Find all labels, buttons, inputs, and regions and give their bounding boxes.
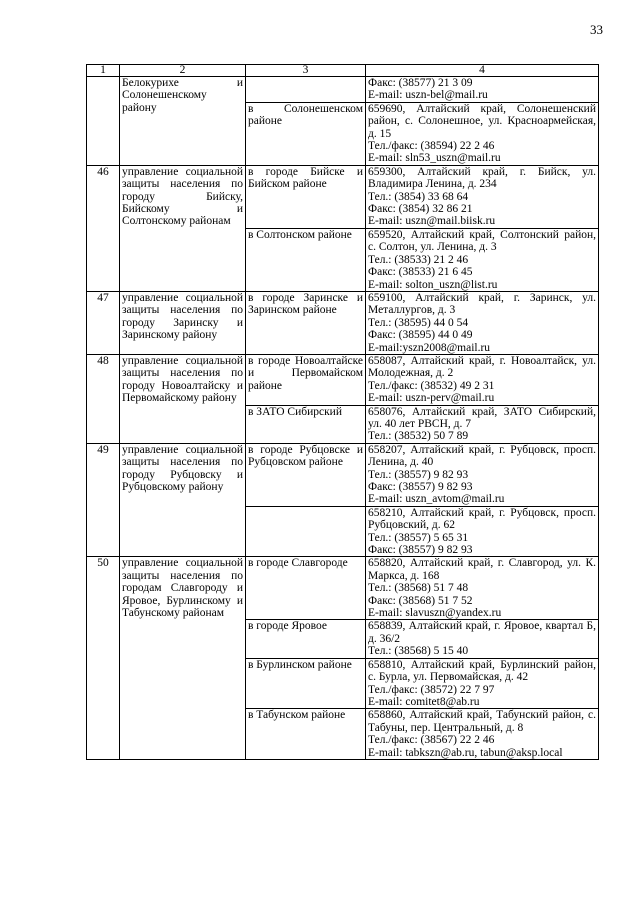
address-line: 658810, Алтайский край, Бурлинский район, с. Бурла, ул. Первомайская, д. 42 [368,658,596,684]
row-number: 48 [87,354,120,443]
table-row [87,354,599,405]
table-header [87,65,599,77]
contact-details [366,291,599,354]
address-line: 659690, Алтайский край, Солонешенский район, с. Солонешное, ул. Красноармейская, д. 15 [368,102,596,140]
email-line: E-mail: sln53_uszn@mail.ru [368,152,501,165]
address-line: 658210, Алтайский край, г. Рубцовск, просп. Рубцовский, д. 62 [368,506,596,532]
email-line: E-mail: uszn-bel@mail.ru [368,89,488,102]
contact-details [366,557,599,620]
contact-line: Тел./факс: (38567) 22 2 46 [368,734,495,747]
address-line: 658087, Алтайский край, г. Новоалтайск, ул. Молодежная, д. 2 [368,354,596,380]
table-row [87,165,599,228]
page-number: 33 [590,22,603,37]
table-row [87,443,599,506]
contact-line: Тел./факс: (38532) 49 2 31 [368,379,495,392]
service-area: в городе Рубцовске и Рубцовском районе [246,443,366,506]
row-number: 46 [87,165,120,291]
header-col-2: 2 [120,65,246,77]
contact-details [366,405,599,443]
address-line: 658820, Алтайский край, г. Славгород, ул. К. Маркса, д. 168 [368,557,596,582]
organization-name: управление социальной защиты населения по городу Заринску и Заринскому району [120,291,246,354]
service-area: в городе Новоалтайске и Первомайском районе [246,354,366,405]
contact-details [366,658,599,709]
contact-details [366,709,599,760]
row-number: 47 [87,291,120,354]
email-line: E-mail: uszn_avtom@mail.ru [368,493,505,506]
address-line: 659300, Алтайский край, г. Бийск, ул. Владимира Ленина, д. 234 [368,165,596,191]
email-line: E-mail: slavuszn@yandex.ru [368,607,502,620]
header-col-1: 1 [87,65,120,77]
email-line: E-mail: uszn-perv@mail.ru [368,392,495,405]
contact-details [366,228,599,291]
organization-name: управление социальной защиты населения по городу Новоалтайску и Первомайскому району [120,354,246,443]
contact-details [366,165,599,228]
email-line: E-mail:yszn2008@mail.ru [368,341,491,354]
email-line: E-mail: uszn@mail.biisk.ru [368,215,496,228]
organization-name: управление социальной защиты населения по городу Рубцовску и Рубцовскому району [120,443,246,557]
header-col-3: 3 [246,65,366,77]
table-row [87,291,599,354]
contact-line: Тел.: (38533) 21 2 46 [368,253,469,266]
table-body [87,77,599,760]
address-line: Факс: (38577) 21 3 09 [368,77,473,89]
row-number: 49 [87,443,120,557]
contact-line: Факс: (38557) 9 82 93 [368,544,473,557]
table-row [87,77,599,103]
header-col-4: 4 [366,65,599,77]
email-line: E-mail: tabkszn@ab.ru, tabun@aksp.local [368,746,563,759]
contact-details [366,620,599,658]
organization-name: Белокурихе и Солонешенскому району [120,77,246,166]
contact-line: Тел.: (38557) 9 82 93 [368,468,469,481]
service-area: в Бурлинском районе [246,658,366,709]
row-number [87,77,120,166]
address-line: 658076, Алтайский край, ЗАТО Сибирский, ул. 40 лет РВСН, д. 7 [368,405,596,430]
address-line: 658839, Алтайский край, г. Яровое, квартал Б, д. 36/2 [368,620,596,645]
email-line: E-mail: solton_uszn@list.ru [368,278,498,291]
offices-table [86,64,599,760]
contact-details [366,354,599,405]
email-line: E-mail: comitet8@ab.ru [368,695,480,708]
service-area [246,77,366,103]
contact-line: Факс: (38557) 9 82 93 [368,481,473,493]
service-area: в городе Заринске и Заринском районе [246,291,366,354]
service-area: в ЗАТО Сибирский [246,405,366,443]
contact-line: Факс: (3854) 32 86 21 [368,203,473,216]
contact-details [366,506,599,557]
contact-line: Факс: (38568) 51 7 52 [368,594,473,607]
contact-details [366,443,599,506]
service-area: в Солтонском районе [246,228,366,291]
contact-details [366,102,599,165]
service-area [246,506,366,557]
contact-line: Факс: (38595) 44 0 49 [368,329,473,342]
contact-line: Тел.: (38532) 50 7 89 [368,430,469,443]
organization-name: управление социальной защиты населения по городу Бийску, Бийскому и Солтонскому районам [120,165,246,291]
contact-line: Тел./факс: (38594) 22 2 46 [368,140,495,153]
address-line: 659520, Алтайский край, Солтонский район, с. Солтон, ул. Ленина, д. 3 [368,228,596,254]
address-line: 658207, Алтайский край, г. Рубцовск, просп. Ленина, д. 40 [368,443,596,469]
service-area: в Табунском районе [246,709,366,760]
contact-line: Тел.: (3854) 33 68 64 [368,190,469,203]
contact-line: Тел.: (38595) 44 0 54 [368,316,469,329]
service-area: в городе Яровое [246,620,366,658]
contact-details [366,77,599,103]
contact-line: Тел./факс: (38572) 22 7 97 [368,683,495,696]
organization-name: управление социальной защиты населения по городам Славгороду и Яровое, Бурлинскому и Табунскому районам [120,557,246,760]
service-area: в городе Славгороде [246,557,366,620]
contact-line: Тел.: (38568) 51 7 48 [368,582,469,595]
service-area: в городе Бийске и Бийском районе [246,165,366,228]
contact-line: Факс: (38533) 21 6 45 [368,266,473,279]
row-number: 50 [87,557,120,760]
contact-line: Тел.: (38557) 5 65 31 [368,531,469,544]
address-line: 659100, Алтайский край, г. Заринск, ул. Металлургов, д. 3 [368,291,596,317]
address-line: 658860, Алтайский край, Табунский район, с. Табуны, пер. Центральный, д. 8 [368,709,596,734]
table-row [87,557,599,620]
service-area: в Солонешенском районе [246,102,366,165]
contact-line: Тел.: (38568) 5 15 40 [368,645,469,658]
